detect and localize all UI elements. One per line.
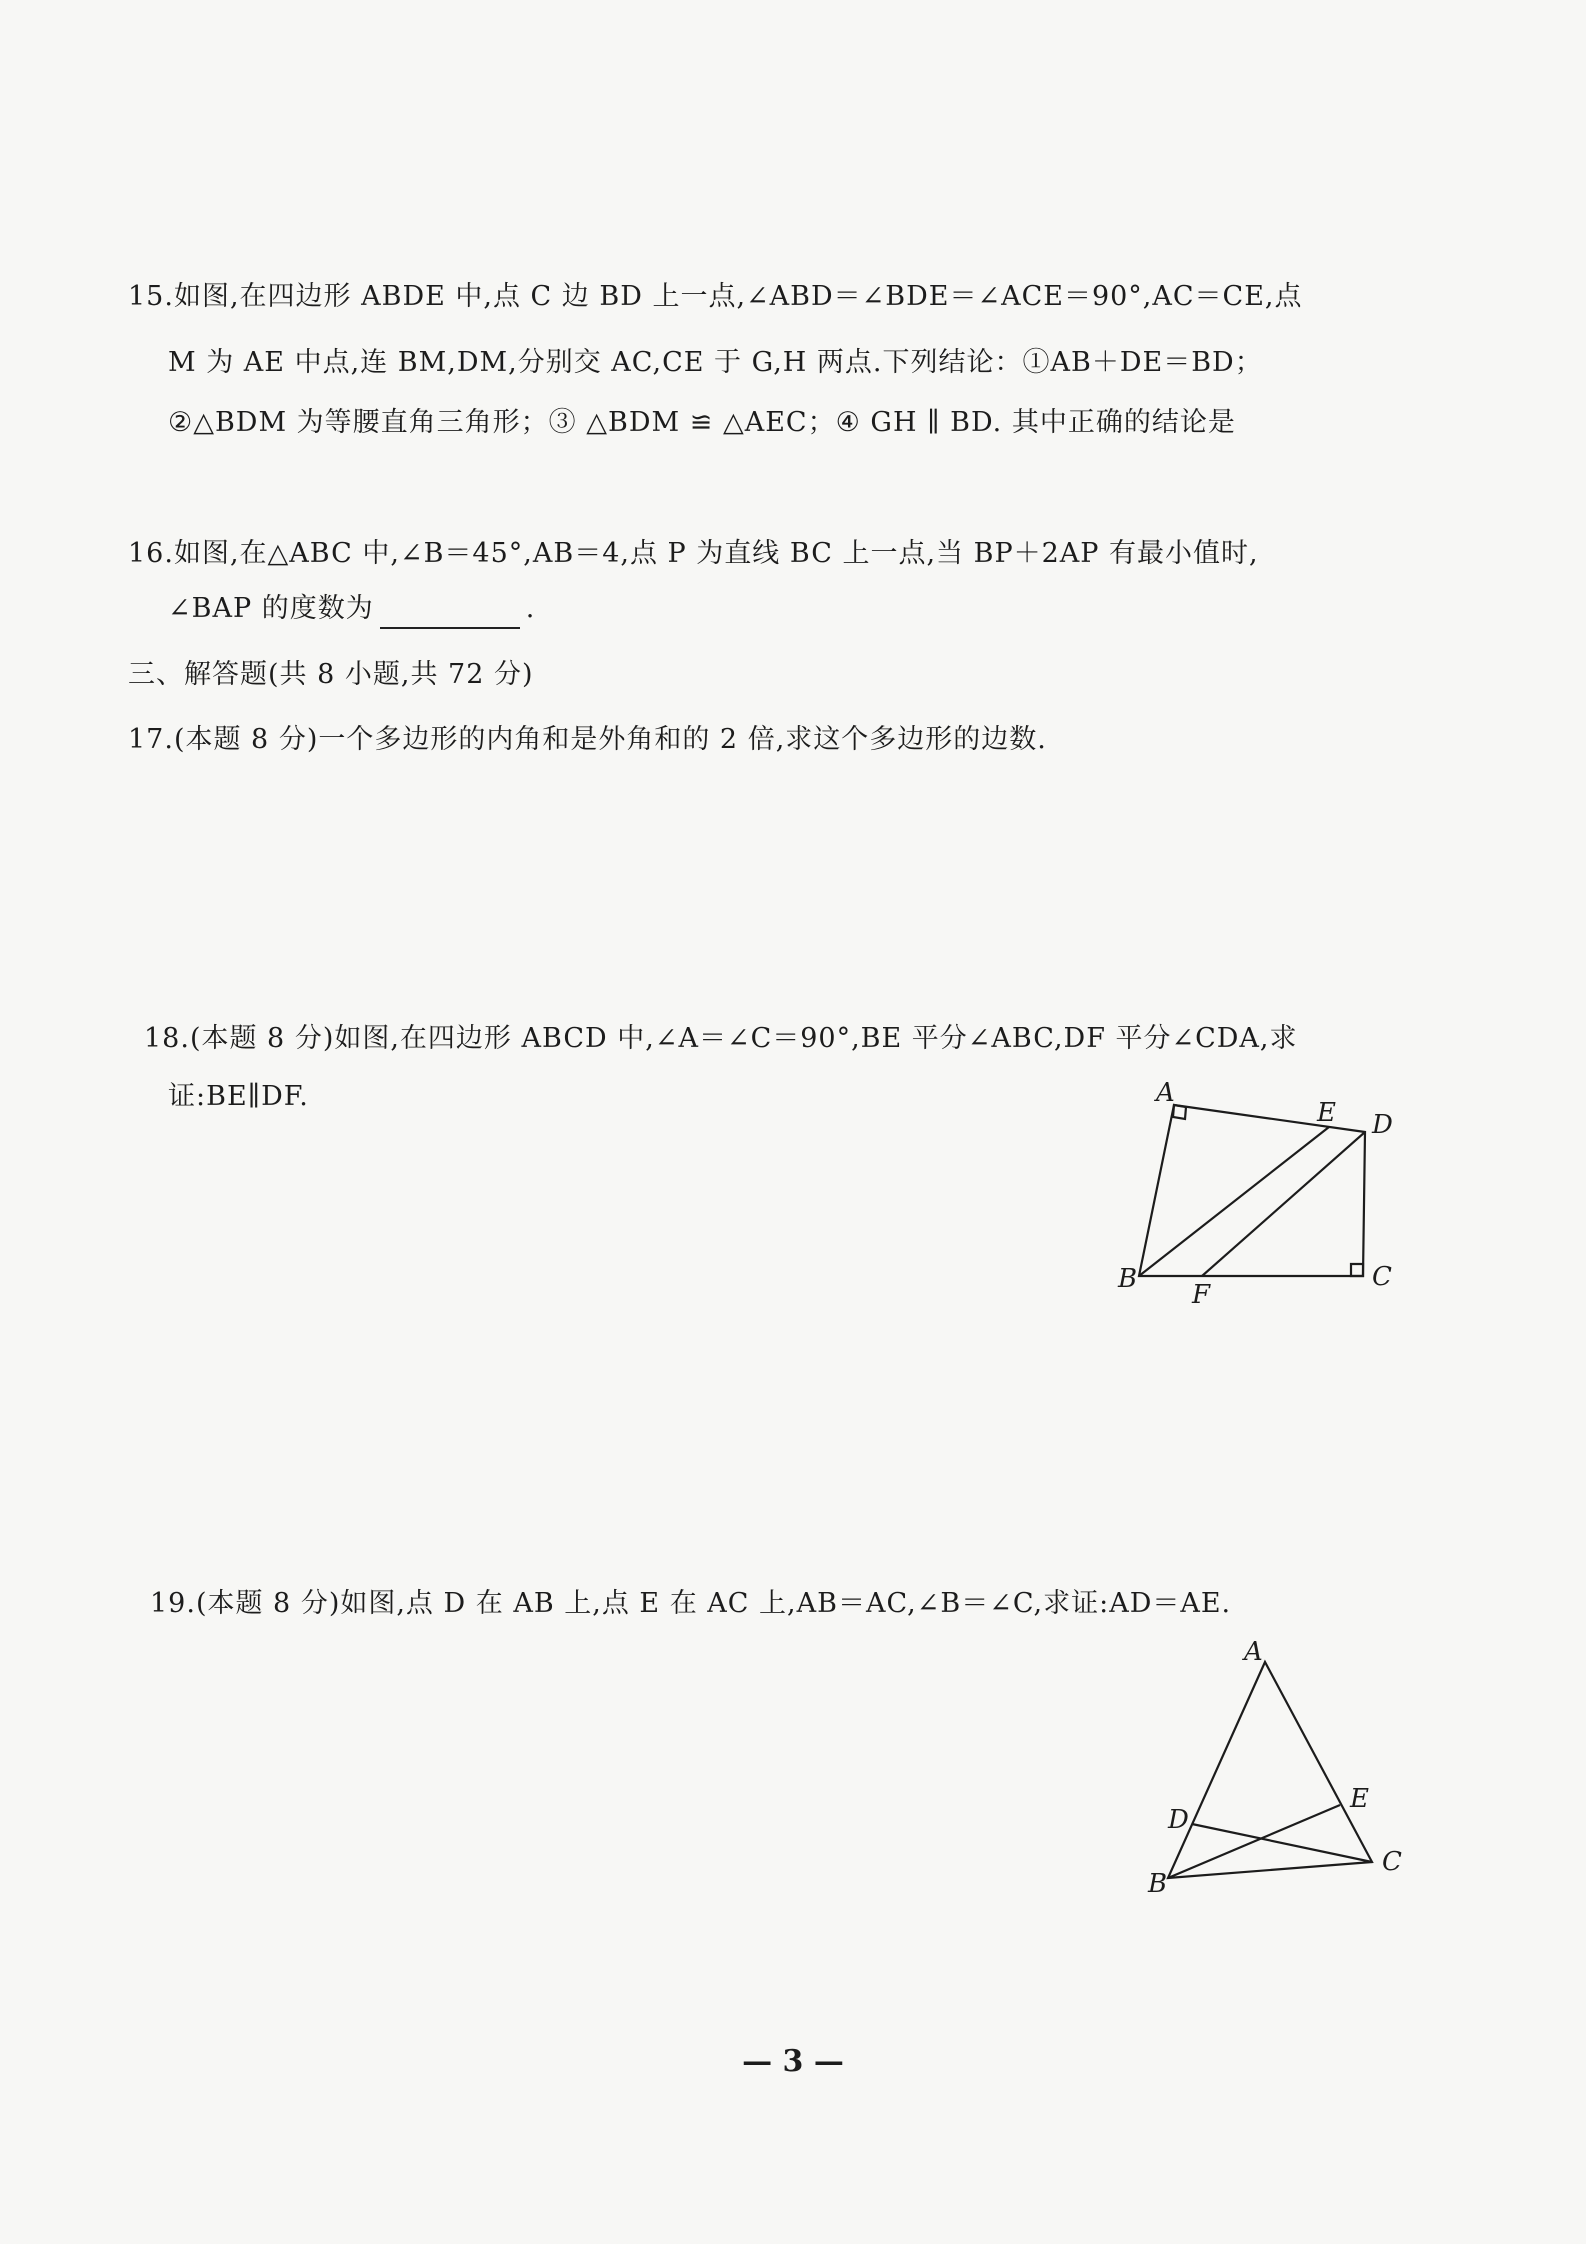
- question-15-line-2: M 为 AE 中点,连 BM,DM,分别交 AC,CE 于 G,H 两点.下列结论：①AB＋DE＝BD；: [168, 347, 1263, 378]
- triangle-abc-figure: [1140, 1637, 1420, 1900]
- right-angle-mark-a: [1173, 1105, 1186, 1119]
- question-18-line-2: 证:BE∥DF.: [168, 1081, 309, 1112]
- question-19-text: 19.(本题 8 分)如图,点 D 在 AB 上,点 E 在 AC 上,AB＝AC,∠B＝∠C,求证:AD＝AE.: [150, 1588, 1232, 1619]
- question-17: 17.(本题 8 分)一个多边形的内角和是外角和的 2 倍,求这个多边形的边数.: [128, 724, 1047, 755]
- right-angle-mark-c: [1351, 1264, 1363, 1276]
- segment-be: [1139, 1127, 1329, 1276]
- triangle-abc: [1168, 1662, 1372, 1878]
- section-3-heading: 三、解答题(共 8 小题,共 72 分): [128, 659, 534, 690]
- label-c: C: [1372, 1262, 1392, 1292]
- question-16-period: .: [525, 593, 536, 624]
- label-e: E: [1350, 1784, 1369, 1814]
- question-15-line-3: ②△BDM 为等腰直角三角形；③ △BDM ≌ △AEC；④ GH ∥ BD. 其中正确的结论是: [168, 407, 1236, 438]
- label-f: F: [1192, 1280, 1211, 1310]
- label-e: E: [1317, 1098, 1336, 1128]
- question-15-line-1: 15.如图,在四边形 ABDE 中,点 C 边 BD 上一点,∠ABD＝∠BDE＝∠ACE＝90°,AC＝CE,点: [128, 281, 1303, 312]
- question-16-line-2: [168, 589, 535, 629]
- label-b: B: [1148, 1869, 1168, 1899]
- label-a: A: [1244, 1637, 1263, 1667]
- question-18-line-1: 18.(本题 8 分)如图,在四边形 ABCD 中,∠A＝∠C＝90°,BE 平分∠ABC,DF 平分∠CDA,求: [144, 1023, 1298, 1054]
- question-16-prompt: ∠BAP 的度数为: [168, 593, 374, 624]
- label-b: B: [1118, 1264, 1138, 1294]
- answer-blank: [380, 597, 520, 629]
- label-d: D: [1168, 1805, 1189, 1835]
- label-c: C: [1382, 1847, 1402, 1877]
- label-d: D: [1372, 1110, 1393, 1140]
- question-16-line-1: 16.如图,在△ABC 中,∠B＝45°,AB＝4,点 P 为直线 BC 上一点,当 BP＋2AP 有最小值时,: [128, 538, 1259, 569]
- page-number: — 3 —: [742, 2044, 844, 2079]
- label-a: A: [1156, 1078, 1175, 1108]
- quadrilateral-abcd-figure: [1110, 1078, 1410, 1315]
- segment-df: [1202, 1132, 1365, 1276]
